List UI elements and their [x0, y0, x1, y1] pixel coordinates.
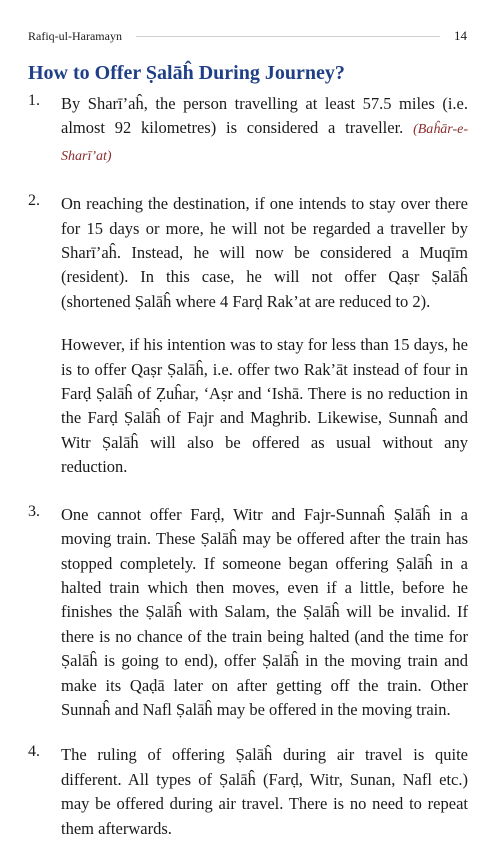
item-text-continued: However, if his intention was to stay for less than 15 days, he is to offer Qaṣr Ṣalāĥ, i.e. offer two Rak’āt instead of four in Farḍ Ṣalāĥ of Ẓuĥar, ‘Aṣr and ‘Ishā. There is no reduction in the Farḍ Ṣalāĥ of Fajr and Maghrib. Likewise, Sunnaĥ and Witr Ṣalāĥ will also be offered as usual without any reduction. — [61, 335, 468, 477]
spacer — [28, 480, 468, 503]
item-number: 4. — [28, 743, 40, 761]
list-item — [28, 503, 468, 723]
list-item — [28, 192, 468, 479]
numbered-list — [28, 92, 468, 841]
page-number: 14 — [454, 28, 467, 43]
running-title: Rafiq-ul-Haramayn — [28, 28, 122, 43]
section-title: How to Offer Ṣalāĥ During Journey? — [28, 62, 345, 84]
item-text-body: By Sharī’aĥ, the person travelling at least 57.5 miles (i.e. almost 92 kilometres) is considered a traveller. — [61, 94, 468, 138]
page-header — [28, 26, 467, 46]
list-item — [28, 92, 468, 169]
header-rule — [136, 36, 440, 37]
list-item — [28, 743, 468, 841]
item-number: 1. — [28, 92, 40, 109]
item-number: 3. — [28, 502, 40, 520]
item-text: One cannot offer Farḍ, Witr and Fajr-Sunnaĥ Ṣalāĥ in a moving train. These Ṣalāĥ may be offered after the train has stopped completely. If someone began offering Ṣalāĥ in a halted train which then moves, even if a little, before he finishes the Ṣalāĥ with Salam, the Ṣalāĥ will be invalid. If there is no chance of the train being halted (and the time for Ṣalāĥ is going to end), offer Ṣalāĥ in the moving train and make its Qaḍā later on after getting off the train. Other Sunnaĥ and Nafl Ṣalāĥ may be offered in the moving train. — [61, 504, 468, 719]
item-number: 2. — [28, 192, 40, 210]
item-text: The ruling of offering Ṣalāĥ during air travel is quite different. All types of Ṣalāĥ (Farḍ, Witr, Sunan, Nafl etc.) may be offered during air travel. There is no need to repeat them afterwards. — [61, 745, 468, 838]
spacer — [28, 169, 468, 192]
reference-citation: (Baĥār-e-Sharī’at) — [61, 122, 468, 164]
spacer — [28, 722, 468, 743]
item-text: On reaching the destination, if one intends to stay over there for 15 days or more, he will not be regarded a traveller by Sharī’aĥ. Instead, he will now be considered a Muqīm (resident). In this case, he will not offer Qaṣr Ṣalāĥ (shortened Ṣalāĥ where 4 Farḍ Rak’at are reduced to 2). — [61, 194, 468, 311]
spacer — [61, 314, 468, 333]
item-text — [61, 92, 468, 169]
